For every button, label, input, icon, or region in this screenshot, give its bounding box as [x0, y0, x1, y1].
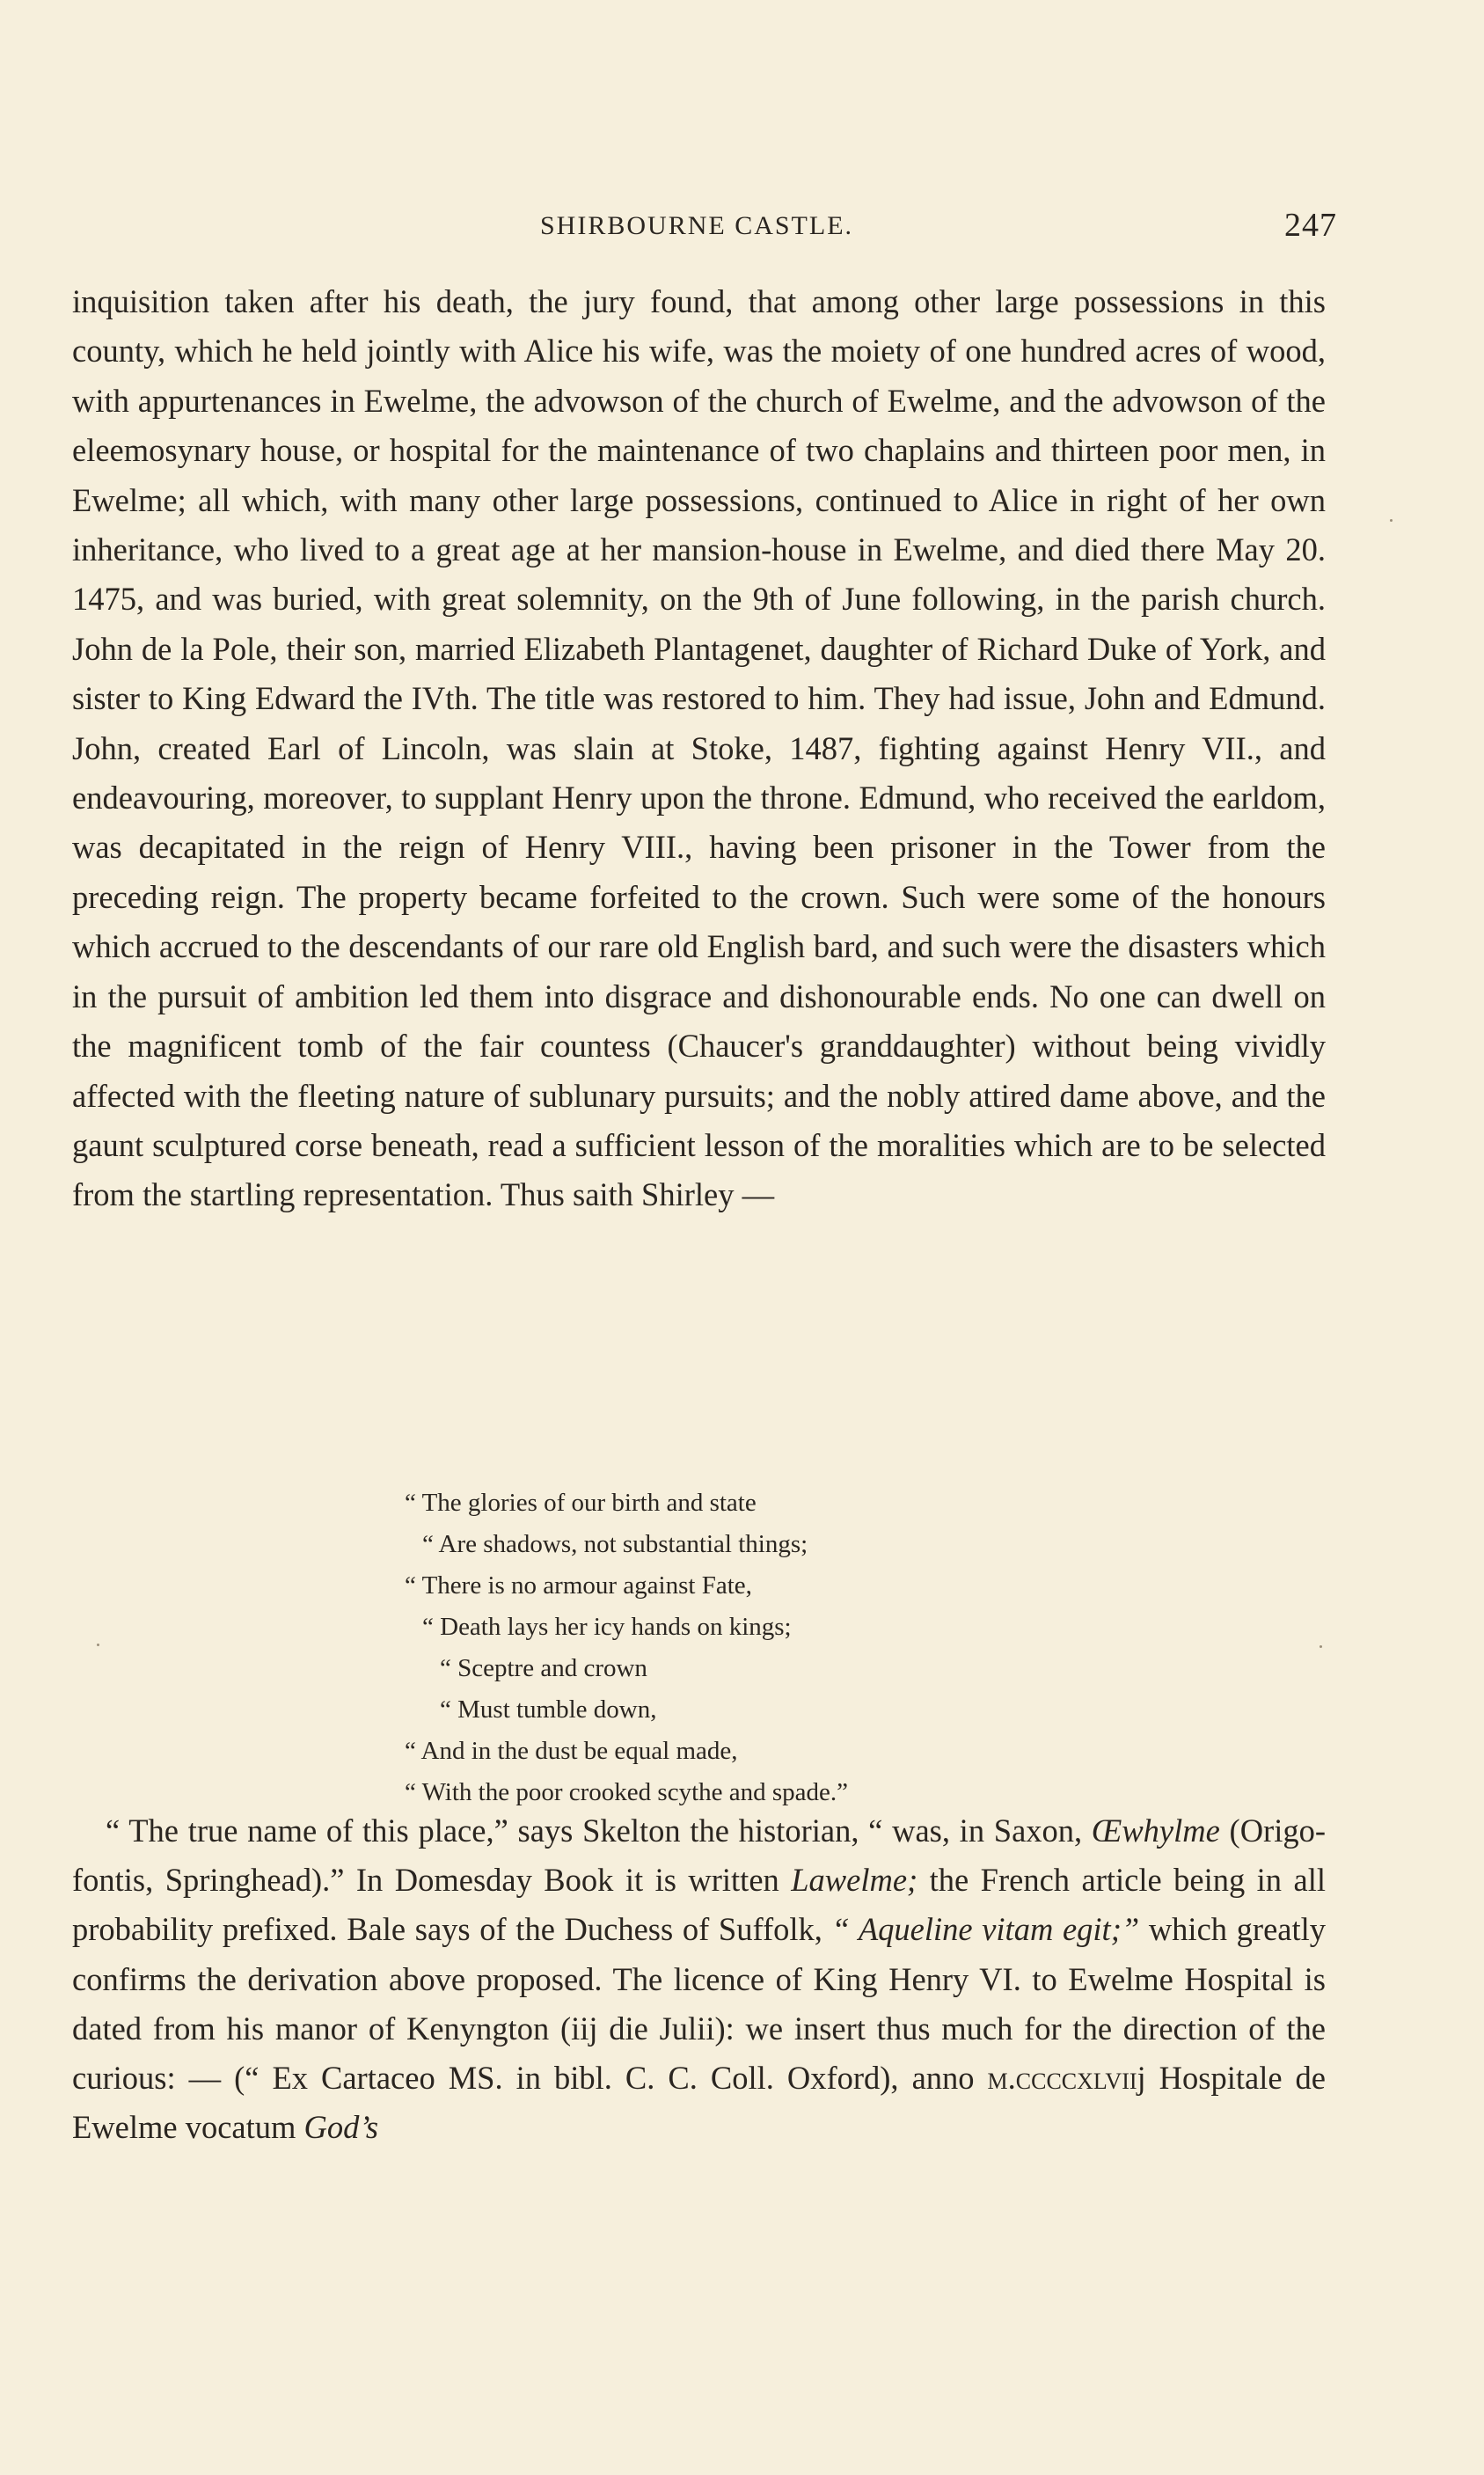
- text-run: j Hospitale de Ewelme vocatum: [72, 2060, 1327, 2146]
- running-title: SHIRBOURNE CASTLE.: [540, 211, 854, 240]
- italic-quotation: “ Aqueline vitam egit;”: [831, 1911, 1140, 1948]
- verse-line: “ Sceptre and crown: [440, 1654, 647, 1682]
- page-number: 247: [1284, 207, 1337, 244]
- italic-term: Lawelme;: [791, 1862, 918, 1899]
- small-caps-date: m.ccccxlvii: [987, 2060, 1137, 2097]
- verse-line: “ And in the dust be equal made,: [405, 1737, 738, 1765]
- paper-speck: [97, 1644, 99, 1646]
- body-text: [72, 277, 1326, 1220]
- italic-term: Œwhylme: [1091, 1812, 1220, 1849]
- paper-speck: [1320, 1645, 1322, 1648]
- verse-line: “ Death lays her icy hands on kings;: [422, 1613, 792, 1641]
- text-run: which greatly confirms the derivation above proposed. The licence of King Henry VI. to Ewelme Hospital is dated from his manor of Kenyngton (iij die Julii): we insert thus much for the direction of the curious: — (“ Ex Cartaceo MS. in bibl. C. C. Coll. Oxford), anno: [72, 1911, 1327, 2097]
- italic-term: God’s: [303, 2109, 379, 2146]
- paragraph: [72, 1806, 1326, 2152]
- verse-line: “ There is no armour against Fate,: [405, 1571, 752, 1600]
- running-head: [528, 202, 1337, 246]
- verse-line: “ With the poor crooked scythe and spade.”: [405, 1778, 849, 1806]
- text-run: (Origo-fontis, Springhead).” In Domesday Book it is written: [72, 1812, 1327, 1899]
- paragraph: inquisition taken after his death, the jury found, that among other large possessions in this county, which he held jointly with Alice his wife, was the moiety of one hundred acres of wood, with appurtenances in Ewelme, the advowson of the church of Ewelme, and the advowson of the eleemosynary house, or hospital for the maintenance of two chaplains and thirteen poor men, in Ewelme; all which, with many other large possessions, continued to Alice in right of her own inheritance, who lived to a great age at her mansion-house in Ewelme, and died there May 20. 1475, and was buried, with great solemnity, on the 9th of June following, in the parish church. John de la Pole, their son, married Elizabeth Plantagenet, daughter of Richard Duke of York, and sister to King Edward the IVth. The title was restored to him. They had issue, John and Edmund. John, created Earl of Lincoln, was slain at Stoke, 1487, fighting against Henry VII., and endeavouring, moreover, to supplant Henry upon the throne. Edmund, who received the earldom, was decapitated in the reign of Henry VIII., having been prisoner in the Tower from the preceding reign. The property became forfeited to the crown. Such were some of the honours which accrued to the descendants of our rare old English bard, and such were the disasters which in the pursuit of ambition led them into disgrace and dishonourable ends. No one can dwell on the magnificent tomb of the fair countess (Chaucer's granddaughter) without being vividly affected with the fleeting nature of sublunary pursuits; and the nobly attired dame above, and the gaunt sculptured corse beneath, read a sufficient lesson of the moralities which are to be selected from the startling representation. Thus saith Shirley —: [72, 283, 1326, 1213]
- body-text-continued: [72, 1806, 1326, 2152]
- text-run: the French article being in all probability prefixed. Bale says of the Duchess of Suffolk,: [72, 1862, 1326, 1948]
- verse-line: “ Are shadows, not substantial things;: [422, 1530, 808, 1558]
- verse-quotation: [405, 1483, 1108, 1813]
- verse-line: “ Must tumble down,: [440, 1695, 657, 1724]
- paper-speck: [1390, 519, 1393, 522]
- verse-line: “ The glories of our birth and state: [405, 1489, 757, 1517]
- text-run: “ The true name of this place,” says Skelton the historian, “ was, in Saxon,: [106, 1812, 1083, 1849]
